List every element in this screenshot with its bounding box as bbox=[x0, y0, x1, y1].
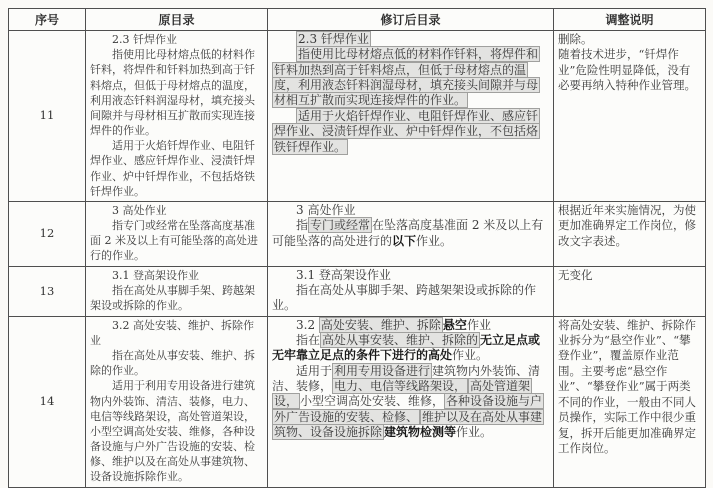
text: 适用于火焰钎焊作业、电阻钎焊作业、感应钎焊作业、浸渍钎焊作业、炉中钎焊作业，不包括烙铁钎焊作业。 bbox=[90, 139, 255, 198]
text: 无变化 bbox=[558, 267, 593, 282]
cell-original-catalog bbox=[86, 31, 268, 202]
paragraph bbox=[558, 268, 701, 283]
cell-revised-catalog bbox=[268, 31, 554, 202]
paragraph bbox=[272, 333, 549, 364]
deleted-text: 各种设备设施与户外广告设施的安装、检修、 bbox=[274, 394, 543, 424]
cell-adjustment-note bbox=[554, 31, 706, 202]
deleted-text: 适用于火焰钎焊作业、电阻钎焊作业、感应钎焊作业、浸渍钎焊作业、炉中钎焊作业，不包括烙铁钎焊作业。 bbox=[274, 108, 539, 154]
header-row bbox=[9, 9, 706, 31]
text: 指在高处从事脚手架、跨越架架设或拆除的作业。 bbox=[90, 283, 255, 312]
paragraph bbox=[272, 318, 549, 333]
text: 随着技术进步，“钎焊作业”危险性明显降低，没有必要再纳入特种作业管理。 bbox=[558, 47, 696, 93]
paragraph bbox=[272, 283, 549, 314]
deleted-text: 利用专用设备进行 bbox=[334, 363, 431, 378]
table-header bbox=[9, 9, 706, 31]
paragraph bbox=[90, 318, 263, 348]
paragraph bbox=[272, 218, 549, 249]
deleted-text: 维护以及在高处从事建筑物、设备设施拆除 bbox=[274, 409, 543, 440]
table-row bbox=[9, 201, 706, 266]
deleted-text: 高处管道架设， bbox=[274, 379, 531, 409]
deleted-text: 专门或经常 bbox=[310, 218, 371, 233]
text: 指专门或经常在坠落高度基准面 2 米及以上有可能坠落的高处进行的作业。 bbox=[90, 219, 258, 263]
added-text: 悬空 bbox=[442, 317, 467, 332]
text: 适用于利用专用设备进行建筑物内外装饰、清洁、装修，电力、电信等线路架设，高处管道架设，小型空调高处安装、维修，各种设备设施与户外广告设施的安装、检修、维护以及在高处从事建筑物、设备设施拆除作业。 bbox=[90, 379, 255, 484]
comparison-table bbox=[8, 8, 706, 488]
text: 作业。 bbox=[416, 233, 453, 248]
paragraph bbox=[90, 283, 263, 313]
text: 指在高处从事脚手架、跨越架架设或拆除的作业。 bbox=[272, 282, 537, 313]
text: 指使用比母材熔点低的材料作钎料，将焊件和钎料加热到高于钎料熔点，但低于母材熔点的温度，利用液态钎料润湿母材，填充接头间隙并与母材相互扩散而实现连接焊件的作业。 bbox=[90, 48, 255, 138]
deleted-text: 2.3 钎焊作业 bbox=[298, 32, 369, 46]
paragraph bbox=[272, 364, 549, 441]
paragraph bbox=[558, 32, 701, 47]
added-text: 以下 bbox=[392, 233, 417, 248]
paragraph bbox=[558, 47, 701, 93]
row-number: 12 bbox=[9, 201, 86, 266]
paragraph bbox=[558, 318, 701, 457]
cell-revised-catalog bbox=[268, 266, 554, 316]
document-page bbox=[8, 8, 706, 488]
header-seq: 序号 bbox=[9, 9, 86, 31]
text: 3 高处作业 bbox=[296, 202, 356, 217]
paragraph bbox=[272, 109, 549, 155]
cell-adjustment-note bbox=[554, 266, 706, 316]
table-row bbox=[9, 266, 706, 316]
row-number: 14 bbox=[9, 316, 86, 487]
text: 3 高处作业 bbox=[112, 203, 167, 217]
paragraph bbox=[90, 218, 263, 264]
deleted-text: 指使用比母材熔点低的材料作钎料，将焊件和钎料加热到高于钎料熔点，但低于母材熔点的温度，利用液态钎料润湿母材，填充接头间隙并与母材相互扩散而实现连接焊件的作业。 bbox=[274, 47, 539, 108]
paragraph bbox=[272, 47, 549, 108]
paragraph bbox=[90, 203, 263, 218]
header-adjustment-note: 调整说明 bbox=[554, 9, 706, 31]
header-original-catalog: 原目录 bbox=[86, 9, 268, 31]
paragraph bbox=[272, 268, 549, 283]
table-row bbox=[9, 31, 706, 202]
text: 3.1 登高架设作业 bbox=[112, 268, 199, 282]
deleted-text: 电力、电信等线路架设， bbox=[334, 379, 467, 394]
text: 根据近年来实施情况，为使更加准确界定工作岗位，修改文字表述。 bbox=[558, 202, 696, 248]
paragraph bbox=[90, 32, 263, 47]
paragraph bbox=[90, 138, 263, 199]
text: 2.3 钎焊作业 bbox=[112, 33, 177, 46]
paragraph bbox=[90, 268, 263, 283]
cell-adjustment-note bbox=[554, 201, 706, 266]
text: 作业。 bbox=[452, 348, 489, 363]
cell-original-catalog bbox=[86, 201, 268, 266]
text: 删除。 bbox=[558, 32, 593, 46]
text: 3.1 登高架设作业 bbox=[296, 267, 391, 282]
text: 指 bbox=[296, 218, 309, 233]
text: 将高处安装、维护、拆除作业拆分为“悬空作业”、“攀登作业”，覆盖原作业范围。主要考虑“悬空作业”、“攀登作业”属于两类不同的作业，一般由不同人员操作，实际工作中很少重复，拆开后能更加准确界定工作岗位。 bbox=[558, 317, 696, 455]
paragraph bbox=[272, 32, 549, 47]
text: 指在 bbox=[296, 333, 321, 348]
deleted-text: 高处安装、维护、拆除 bbox=[320, 317, 441, 332]
text: 适用于 bbox=[296, 363, 333, 378]
cell-revised-catalog bbox=[268, 201, 554, 266]
text: 建筑物内外装饰、清洁、装修， bbox=[272, 363, 541, 394]
paragraph bbox=[90, 348, 263, 378]
cell-revised-catalog bbox=[268, 316, 554, 487]
added-text: 无立足点或无牢靠立足点的条件下进行的高处 bbox=[272, 333, 541, 363]
paragraph bbox=[90, 378, 263, 484]
cell-original-catalog bbox=[86, 266, 268, 316]
text: 3.2 bbox=[296, 317, 319, 332]
paragraph bbox=[272, 203, 549, 218]
header-revised-catalog: 修订后目录 bbox=[268, 9, 554, 31]
cell-original-catalog bbox=[86, 316, 268, 487]
row-number: 13 bbox=[9, 266, 86, 316]
text: 在坠落高度基准面 2 米及以上有可能坠落的高处进行的 bbox=[272, 218, 544, 248]
row-number: 11 bbox=[9, 31, 86, 202]
paragraph bbox=[558, 203, 701, 249]
text: 作业 bbox=[466, 317, 491, 332]
added-text: 建筑物检测等 bbox=[384, 425, 457, 440]
deleted-text: 高处从事安装、维护、拆除的 bbox=[322, 333, 479, 348]
text: 3.2 高处安装、维护、拆除作业 bbox=[90, 318, 254, 347]
paragraph bbox=[90, 47, 263, 138]
cell-adjustment-note bbox=[554, 316, 706, 487]
text: 指在高处从事安装、维护、拆除的作业。 bbox=[90, 349, 255, 378]
text: 小型空调高处安装、维修， bbox=[300, 394, 445, 409]
table-row bbox=[9, 316, 706, 487]
text: 作业。 bbox=[456, 425, 493, 440]
